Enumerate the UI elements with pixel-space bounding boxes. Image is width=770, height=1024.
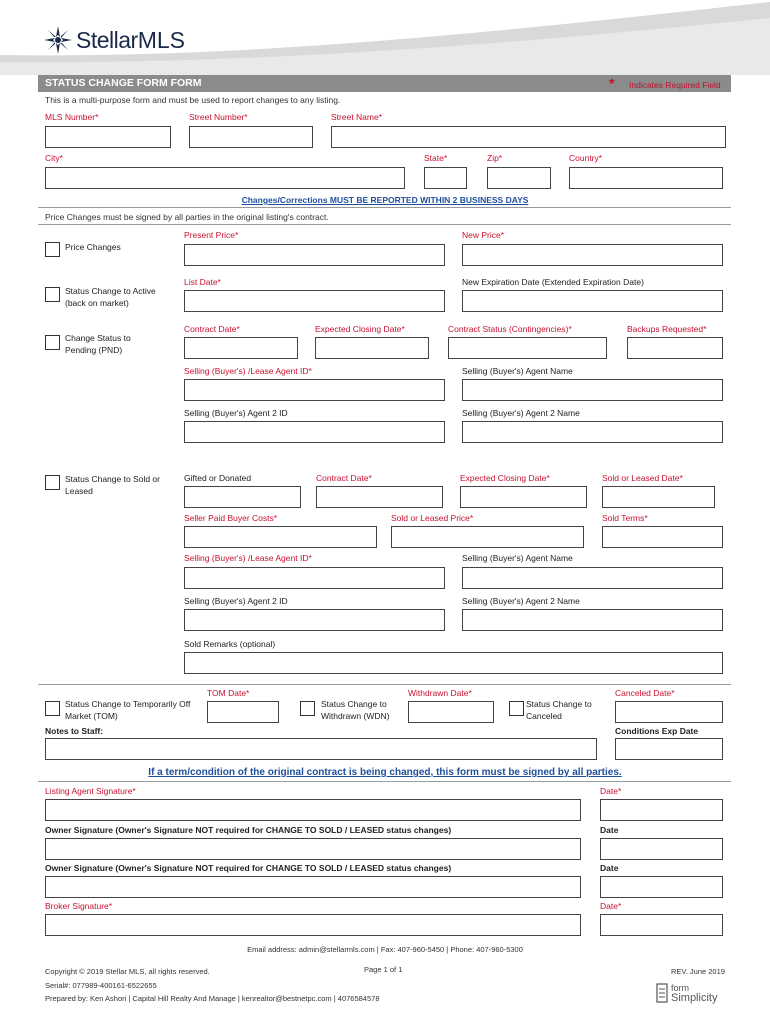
pending-agent2-id-label: Selling (Buyer's) Agent 2 ID — [184, 408, 288, 418]
withdrawn-date-input[interactable] — [408, 701, 494, 723]
sold-selling-agent-name-label: Selling (Buyer's) Agent Name — [462, 553, 573, 563]
tom-date-label: TOM Date* — [207, 688, 250, 698]
pending-expected-closing-input[interactable] — [315, 337, 429, 359]
sold-terms-input[interactable] — [602, 526, 723, 548]
pending-selling-agent-name-input[interactable] — [462, 379, 723, 401]
gifted-donated-input[interactable] — [184, 486, 301, 508]
city-input[interactable] — [45, 167, 405, 189]
page-number: Page 1 of 1 — [364, 965, 403, 974]
status-active-label: Status Change to Active (back on market) — [65, 286, 156, 308]
backups-requested-label: Backups Requested* — [627, 324, 707, 334]
status-sold-label: Status Change to Sold or Leased — [65, 474, 160, 496]
sold-selling-agent-name-input[interactable] — [462, 567, 723, 589]
gifted-donated-label: Gifted or Donated — [184, 473, 252, 483]
status-sold-checkbox[interactable] — [45, 475, 60, 490]
present-price-label: Present Price* — [184, 230, 239, 240]
sold-contract-date-input[interactable] — [316, 486, 443, 508]
pending-agent2-id-input[interactable] — [184, 421, 445, 443]
status-withdrawn-label: Status Change to Withdrawn (WDN) — [321, 699, 390, 721]
sold-agent2-name-input[interactable] — [462, 609, 723, 631]
reporting-notice: Changes/Corrections MUST BE REPORTED WITHIN 2 BUSINESS DAYS — [241, 195, 529, 205]
broker-signature-input[interactable] — [45, 914, 581, 936]
seller-paid-label: Seller Paid Buyer Costs* — [184, 513, 278, 523]
owner-date-2-label: Date — [600, 863, 619, 873]
pending-selling-agent-id-input[interactable] — [184, 379, 445, 401]
seller-paid-input[interactable] — [184, 526, 377, 548]
list-date-input[interactable] — [184, 290, 445, 312]
sold-expected-closing-label: Expected Closing Date* — [460, 473, 550, 483]
pending-expected-closing-label: Expected Closing Date* — [315, 324, 405, 334]
notes-to-staff-input[interactable] — [45, 738, 597, 760]
divider — [38, 207, 731, 208]
country-input[interactable] — [569, 167, 723, 189]
sold-date-input[interactable] — [602, 486, 715, 508]
formsimplicity-logo — [656, 983, 717, 1003]
state-input[interactable] — [424, 167, 467, 189]
canceled-date-label: Canceled Date* — [615, 688, 675, 698]
conditions-exp-input[interactable] — [615, 738, 723, 760]
zip-label: Zip* — [487, 153, 503, 163]
pending-selling-agent-name-label: Selling (Buyer's) Agent Name — [462, 366, 573, 376]
logo-suffix: MLS — [137, 26, 185, 53]
page-title: STATUS CHANGE FORM FORM — [45, 77, 202, 89]
listing-agent-signature-input[interactable] — [45, 799, 581, 821]
backups-requested-input[interactable] — [627, 337, 723, 359]
required-marker: * — [609, 75, 615, 91]
present-price-input[interactable] — [184, 244, 445, 266]
price-changes-label: Price Changes — [65, 242, 121, 252]
pending-agent2-name-input[interactable] — [462, 421, 723, 443]
sold-agent2-id-label: Selling (Buyer's) Agent 2 ID — [184, 596, 288, 606]
sold-selling-agent-id-label: Selling (Buyer's) /Lease Agent ID* — [184, 553, 312, 563]
state-label: State* — [424, 153, 448, 163]
sold-terms-label: Sold Terms* — [602, 513, 648, 523]
new-expiration-input[interactable] — [462, 290, 723, 312]
divider — [38, 781, 731, 782]
owner-date-2-input[interactable] — [600, 876, 723, 898]
pending-agent2-name-label: Selling (Buyer's) Agent 2 Name — [462, 408, 580, 418]
sold-contract-date-label: Contract Date* — [316, 473, 372, 483]
stellar-logo — [43, 25, 185, 55]
status-tom-checkbox[interactable] — [45, 701, 60, 716]
mls-number-label: MLS Number* — [45, 112, 99, 122]
canceled-date-input[interactable] — [615, 701, 723, 723]
sold-remarks-input[interactable] — [184, 652, 723, 674]
street-number-label: Street Number* — [189, 112, 248, 122]
street-number-input[interactable] — [189, 126, 313, 148]
sold-expected-closing-input[interactable] — [460, 486, 587, 508]
owner-date-1-input[interactable] — [600, 838, 723, 860]
sold-price-input[interactable] — [391, 526, 584, 548]
status-pending-checkbox[interactable] — [45, 335, 60, 350]
document-icon — [656, 983, 668, 1003]
contract-status-input[interactable] — [448, 337, 607, 359]
copyright: Copyright © 2019 Stellar MLS, all rights reserved. — [45, 967, 210, 976]
city-label: City* — [45, 153, 63, 163]
required-note: Indicates Required Field — [629, 80, 721, 90]
pending-contract-date-input[interactable] — [184, 337, 298, 359]
fs-form-word: form — [671, 983, 689, 993]
listing-agent-signature-label: Listing Agent Signature* — [45, 786, 136, 796]
new-price-label: New Price* — [462, 230, 505, 240]
signature-notice: If a term/condition of the original contract is being changed, this form must be signed by all parties. — [148, 767, 622, 778]
revision: REV. June 2019 — [671, 967, 725, 976]
sold-date-label: Sold or Leased Date* — [602, 473, 683, 483]
listing-agent-date-input[interactable] — [600, 799, 723, 821]
status-tom-label: Status Change to Temporarily Off Market (TOM) — [65, 699, 191, 721]
mls-number-input[interactable] — [45, 126, 171, 148]
conditions-exp-label: Conditions Exp Date — [615, 726, 699, 736]
notes-to-staff-label: Notes to Staff: — [45, 726, 104, 736]
sold-agent2-name-label: Selling (Buyer's) Agent 2 Name — [462, 596, 580, 606]
new-price-input[interactable] — [462, 244, 723, 266]
pending-selling-agent-id-label: Selling (Buyer's) /Lease Agent ID* — [184, 366, 312, 376]
sold-agent2-id-input[interactable] — [184, 609, 445, 631]
tom-date-input[interactable] — [207, 701, 279, 723]
owner-signature-1-label: Owner Signature (Owner's Signature NOT required for CHANGE TO SOLD / LEASED status changes) — [45, 825, 452, 835]
broker-date-input[interactable] — [600, 914, 723, 936]
list-date-label: List Date* — [184, 277, 221, 287]
status-canceled-checkbox[interactable] — [509, 701, 524, 716]
withdrawn-date-label: Withdrawn Date* — [408, 688, 472, 698]
owner-date-1-label: Date — [600, 825, 619, 835]
status-active-checkbox[interactable] — [45, 287, 60, 302]
contact-info: Email address: admin@stellarmls.com | Fax: 407-960-5450 | Phone: 407-960-5300 — [247, 945, 523, 954]
broker-signature-label: Broker Signature* — [45, 901, 113, 911]
fs-simplicity-word: Simplicity — [671, 992, 718, 1004]
status-pending-label: Change Status to Pending (PND) — [65, 333, 131, 355]
street-name-input[interactable] — [331, 126, 726, 148]
sold-price-label: Sold or Leased Price* — [391, 513, 474, 523]
new-expiration-label: New Expiration Date (Extended Expiration Date) — [462, 277, 644, 287]
price-change-note: Price Changes must be signed by all parties in the original listing's contract. — [45, 212, 329, 222]
star-burst-icon — [43, 25, 73, 55]
broker-date-label: Date* — [600, 901, 622, 911]
form-subtitle: This is a multi-purpose form and must be used to report changes to any listing. — [45, 95, 341, 105]
pending-contract-date-label: Contract Date* — [184, 324, 240, 334]
owner-signature-2-label: Owner Signature (Owner's Signature NOT required for CHANGE TO SOLD / LEASED status changes) — [45, 863, 452, 873]
sold-remarks-label: Sold Remarks (optional) — [184, 639, 276, 649]
street-name-label: Street Name* — [331, 112, 383, 122]
contract-status-label: Contract Status (Contingencies)* — [448, 324, 572, 334]
logo-word: Stellar — [76, 26, 138, 53]
listing-agent-date-label: Date* — [600, 786, 622, 796]
price-changes-checkbox[interactable] — [45, 242, 60, 257]
country-label: Country* — [569, 153, 603, 163]
divider — [38, 684, 731, 685]
owner-signature-1-input[interactable] — [45, 838, 581, 860]
status-canceled-label: Status Change to Canceled — [526, 699, 592, 721]
zip-input[interactable] — [487, 167, 551, 189]
divider — [38, 224, 731, 225]
sold-selling-agent-id-input[interactable] — [184, 567, 445, 589]
owner-signature-2-input[interactable] — [45, 876, 581, 898]
prepared-by: Prepared by: Ken Ashori | Capital Hill Realty And Manage | kenrealtor@bestnetpc.com | 4076584578 — [45, 994, 380, 1003]
status-withdrawn-checkbox[interactable] — [300, 701, 315, 716]
serial-number: Serial#: 077989-400161-6522655 — [45, 981, 157, 990]
